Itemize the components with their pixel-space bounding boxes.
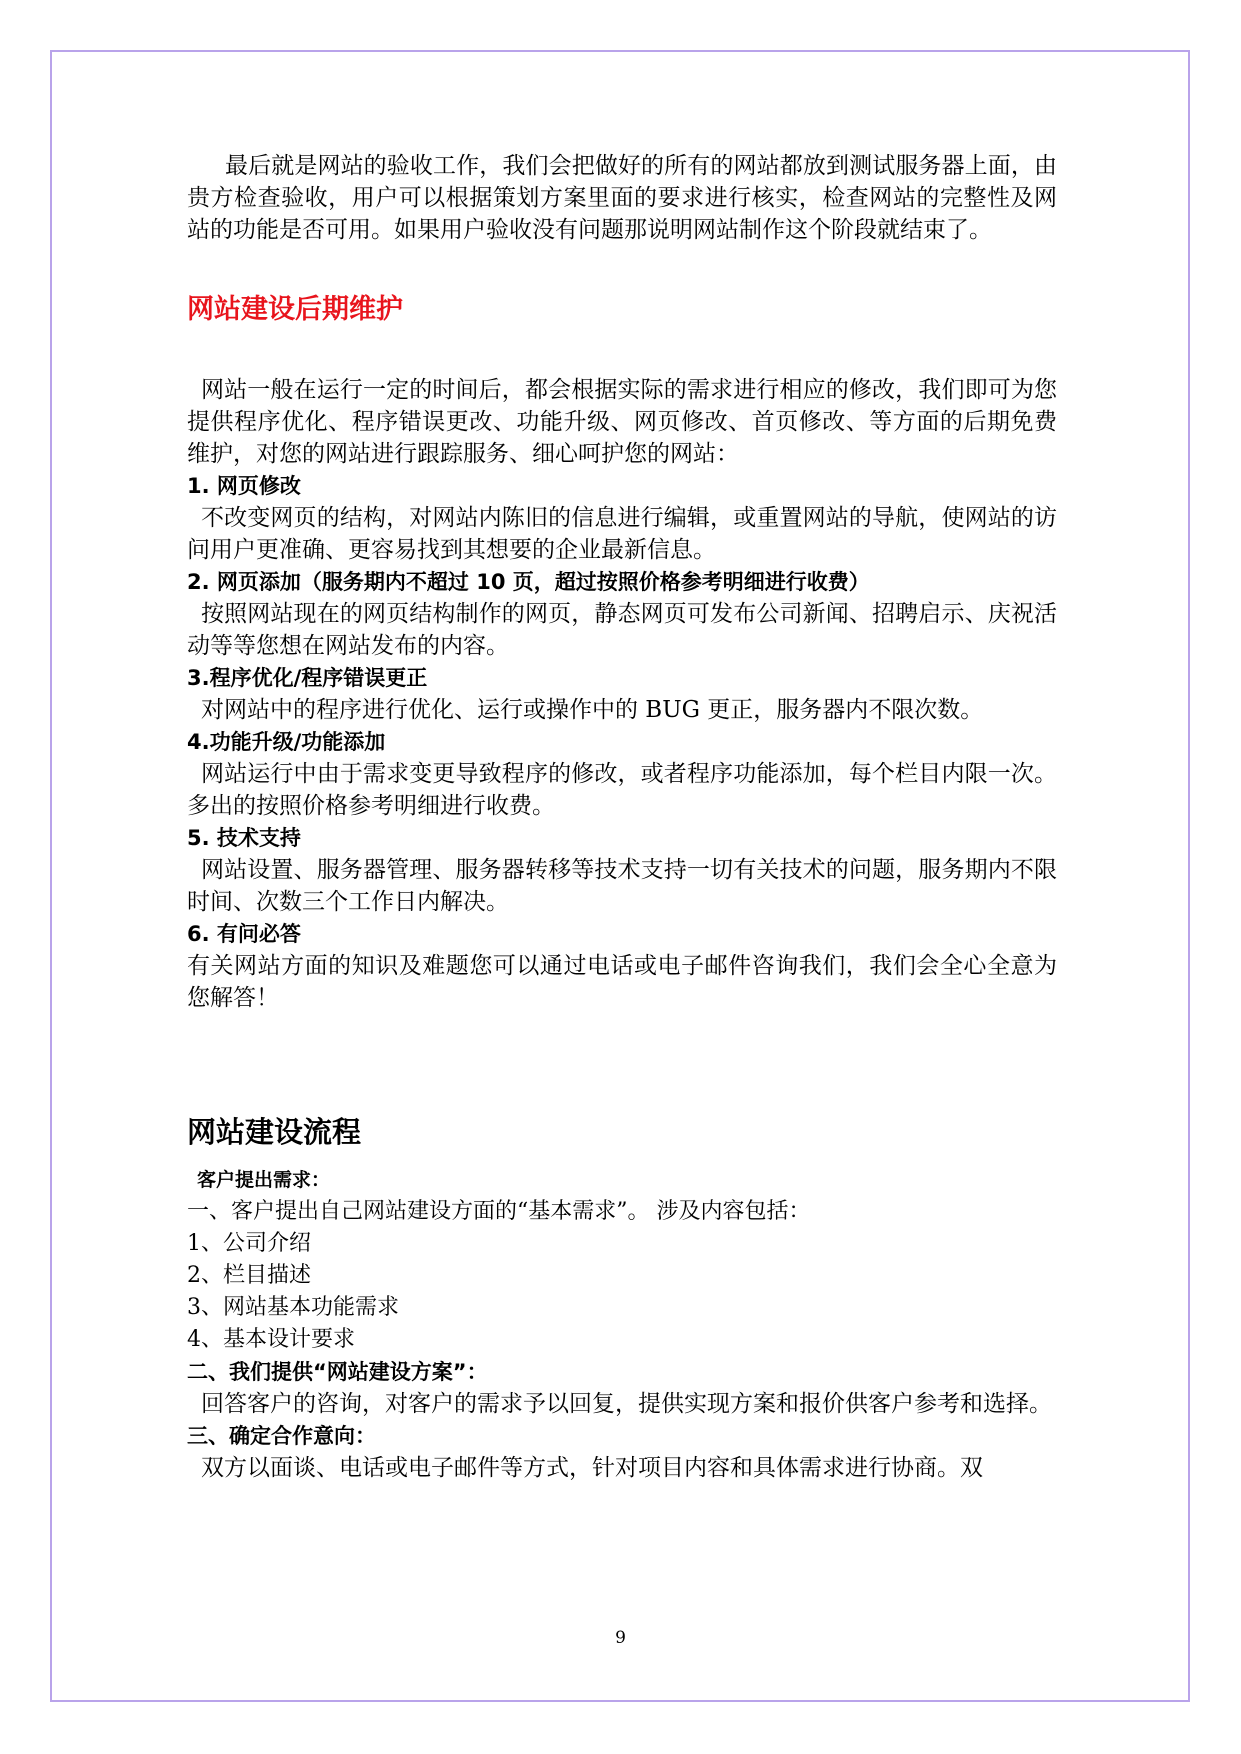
item-body: 网站设置、服务器管理、服务器转移等技术支持一切有关技术的问题，服务期内不限时间、次数三个工作日内解决。 (187, 857, 1057, 915)
process-title: 网站建设流程 (187, 1115, 362, 1149)
step2-heading: 二、我们提供“网站建设方案”： (187, 1360, 488, 1384)
item-heading: 3.程序优化/程序错误更正 (187, 666, 428, 690)
item-body: 有关网站方面的知识及难题您可以通过电话或电子邮件咨询我们，我们会全心全意为您解答！ (187, 953, 1057, 1011)
page-number: 9 (615, 1628, 626, 1648)
intro-paragraph: 最后就是网站的验收工作，我们会把做好的所有的网站都放到测试服务器上面，由贵方检查验收，用户可以根据策划方案里面的要求进行核实，检查网站的完整性及网站的功能是否可用。如果用户验收没有问题那说明网站制作这个阶段就结束了。 (187, 153, 1057, 243)
step1-heading: 一、客户提出自己网站建设方面的“基本需求”。 涉及内容包括： (187, 1199, 811, 1224)
maintenance-title: 网站建设后期维护 (187, 294, 403, 325)
maintenance-item (187, 726, 1057, 822)
maintenance-item (187, 566, 1057, 662)
item-heading: 5. 技术支持 (187, 826, 301, 850)
item-body: 对网站中的程序进行优化、运行或操作中的 BUG 更正，服务器内不限次数。 (201, 697, 984, 723)
step1-list-item: 2、栏目描述 (187, 1263, 311, 1288)
maintenance-item (187, 822, 1057, 918)
step1-list-item: 3、网站基本功能需求 (187, 1295, 399, 1320)
step3-heading: 三、确定合作意向： (187, 1424, 376, 1448)
item-body: 网站运行中由于需求变更导致程序的修改，或者程序功能添加，每个栏目内限一次。多出的按照价格参考明细进行收费。 (187, 761, 1057, 819)
document-body (187, 150, 1057, 1484)
step2-body: 回答客户的咨询，对客户的需求予以回复，提供实现方案和报价供客户参考和选择。 (201, 1391, 1052, 1417)
step1-list-item: 1、公司介绍 (187, 1231, 311, 1256)
maintenance-item (187, 918, 1057, 1014)
step3-body: 双方以面谈、电话或电子邮件等方式，针对项目内容和具体需求进行协商。双 (201, 1455, 983, 1481)
item-heading: 4.功能升级/功能添加 (187, 730, 386, 754)
maintenance-item (187, 470, 1057, 566)
item-body: 不改变网页的结构，对网站内陈旧的信息进行编辑，或重置网站的导航，使网站的访问用户更准确、更容易找到其想要的企业最新信息。 (187, 505, 1057, 563)
step1-list-item: 4、基本设计要求 (187, 1327, 355, 1352)
process-sub-heading: 客户提出需求： (197, 1169, 331, 1191)
item-body: 按照网站现在的网页结构制作的网页，静态网页可发布公司新闻、招聘启示、庆祝活动等等您想在网站发布的内容。 (187, 601, 1057, 659)
maintenance-intro: 网站一般在运行一定的时间后，都会根据实际的需求进行相应的修改，我们即可为您提供程序优化、程序错误更改、功能升级、网页修改、首页修改、等方面的后期免费维护，对您的网站进行跟踪服务、细心呵护您的网站： (187, 377, 1057, 467)
maintenance-items (187, 470, 1057, 1014)
maintenance-item (187, 662, 1057, 726)
item-heading: 6. 有问必答 (187, 922, 301, 946)
item-heading: 1. 网页修改 (187, 474, 301, 498)
item-heading: 2. 网页添加（服务期内不超过 10 页，超过按照价格参考明细进行收费） (187, 570, 870, 594)
